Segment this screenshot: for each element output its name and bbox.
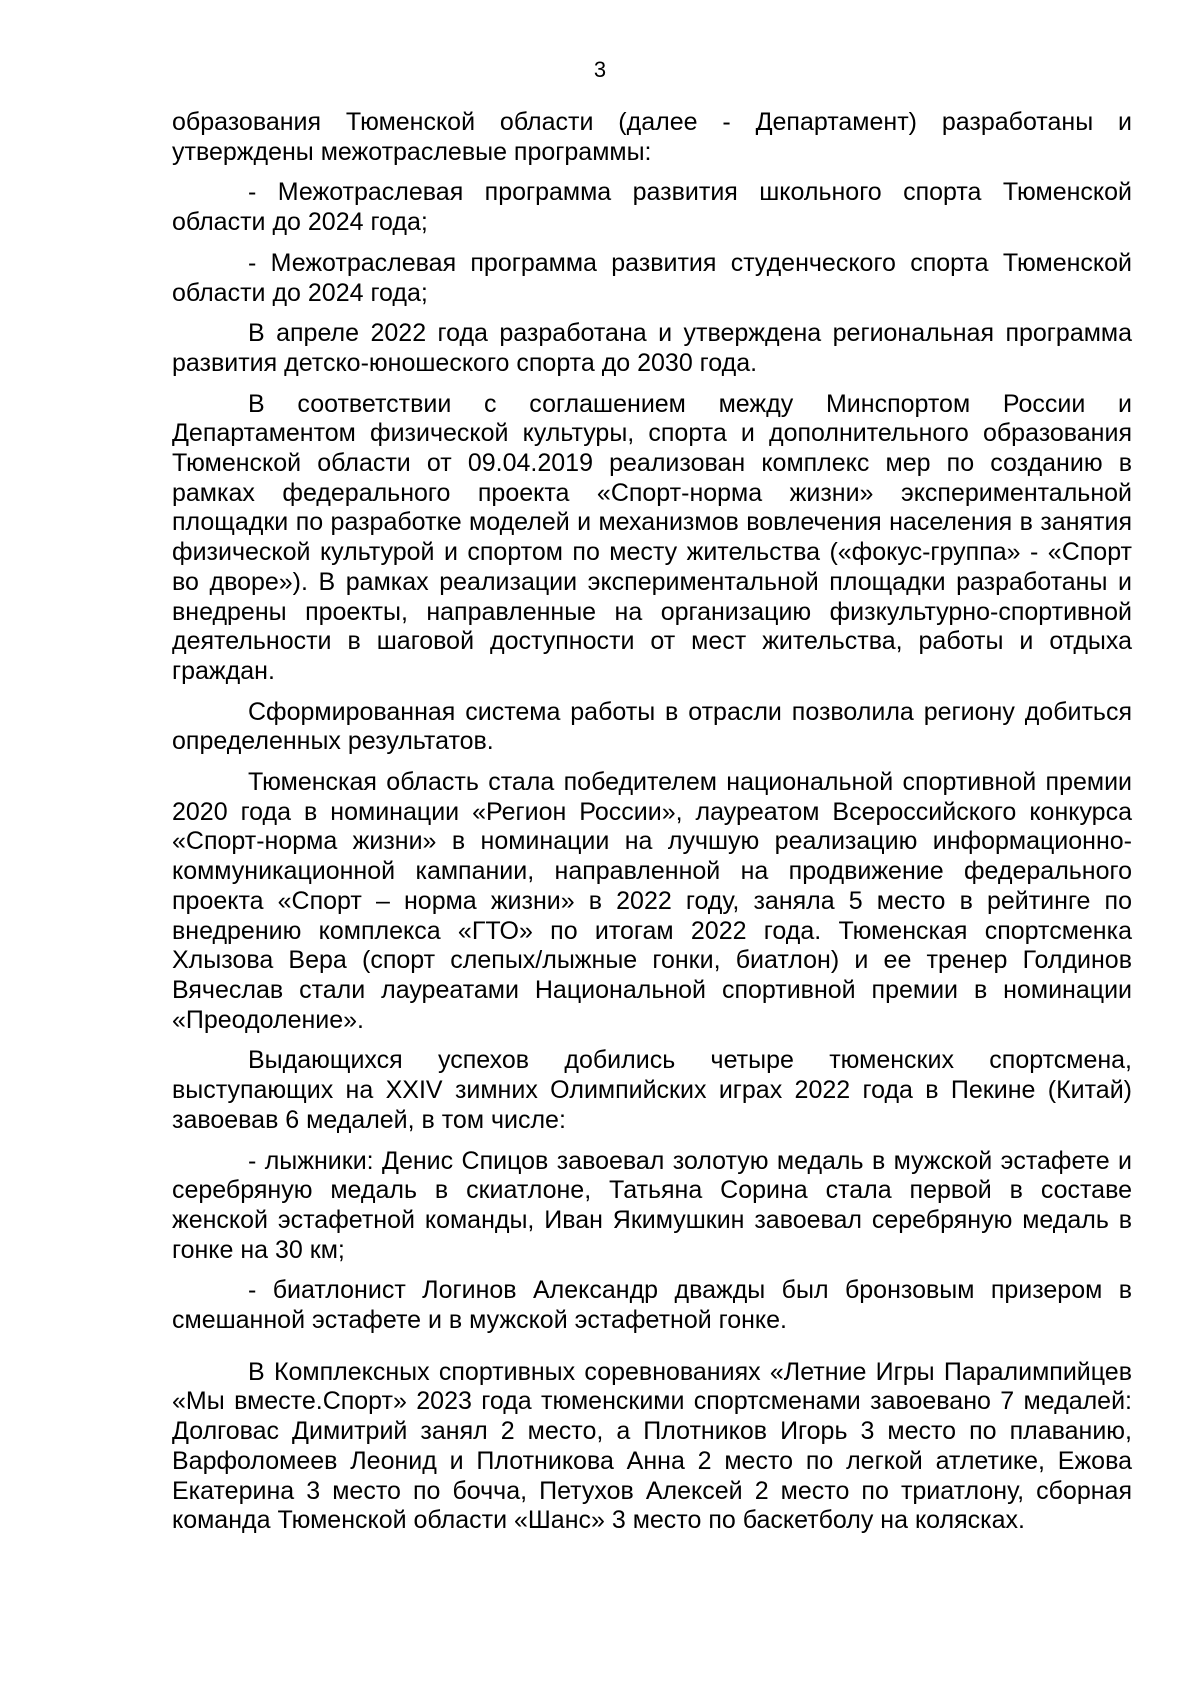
paragraph-awards: Тюменская область стала победителем национальной спортивной премии 2020 года в номинации «Регион России», лауреатом Всероссийского конкурса «Спорт-норма жизни» в номинации на лучшую реализацию информационно-коммуникационной кампании, направленной на продвижение федерального проекта «Спорт – норма жизни» в 2022 году, заняла 5 место в рейтинге по внедрению комплекса «ГТО» по итогам 2022 года. Тюменская спортсменка Хлызова Вера (спорт слепых/лыжные гонки, биатлон) и ее тренер Голдинов Вячеслав стали лауреатами Национальной спортивной премии в номинации «Преодоление».: [172, 768, 1132, 1034]
paragraph-youth-sport-program: В апреле 2022 года разработана и утверждена региональная программа развития детско-юношеского спорта до 2030 года.: [172, 319, 1132, 377]
list-item-school-sport-program: - Межотраслевая программа развития школьного спорта Тюменской области до 2024 года;: [172, 178, 1132, 237]
page-number: 3: [593, 57, 607, 82]
list-item-student-sport-program: - Межотраслевая программа развития студенческого спорта Тюменской области до 2024 года;: [172, 248, 1132, 307]
document-body: [172, 108, 1132, 1547]
paragraph-results-intro: Сформированная система работы в отрасли позволила региону добиться определенных результатов.: [172, 697, 1132, 756]
paragraph-agreement-minsport: В соответствии с соглашением между Минспортом России и Департаментом физической культуры, спорта и дополнительного образования Тюменской области от 09.04.2019 реализован комплекс мер по созданию в рамках федерального проекта «Спорт-норма жизни» экспериментальной площадки по разработке моделей и механизмов вовлечения населения в занятия физической культурой и спортом по месту жительства («фокус-группа» - «Спорт во дворе»). В рамках реализации экспериментальной площадки разработаны и внедрены проекты, направленные на организацию физкультурно-спортивной деятельности в шаговой доступности от мест жительства, работы и отдыха граждан.: [172, 389, 1132, 685]
list-item-biathlete: - биатлонист Логинов Александр дважды был бронзовым призером в смешанной эстафете и в мужской эстафетной гонке.: [172, 1276, 1132, 1335]
paragraph-olympic-achievements: Выдающихся успехов добились четыре тюменских спортсмена, выступающих на XXIV зимних Олимпийских играх 2022 года в Пекине (Китай) завоевав 6 медалей, в том числе:: [172, 1046, 1132, 1134]
paragraph-paralympic-games: В Комплексных спортивных соревнованиях «Летние Игры Паралимпийцев «Мы вместе.Спорт» 2023 года тюменскими спортсменами завоевано 7 медалей: Долговас Димитрий занял 2 место, а Плотников Игорь 3 место по плаванию, Варфоломеев Леонид и Плотникова Анна 2 место по легкой атлетике, Ежова Екатерина 3 место по бочча, Петухов Алексей 2 место по триатлону, сборная команда Тюменской области «Шанс» 3 место по баскетболу на колясках.: [172, 1357, 1132, 1535]
list-item-skiers: - лыжники: Денис Спицов завоевал золотую медаль в мужской эстафете и серебряную медаль в скиатлоне, Татьяна Сорина стала первой в составе женской эстафетной команды, Иван Якимушкин завоевал серебряную медаль в гонке на 30 км;: [172, 1146, 1132, 1264]
paragraph-departments-programs: образования Тюменской области (далее - Департамент) разработаны и утверждены межотраслевые программы:: [172, 108, 1132, 166]
